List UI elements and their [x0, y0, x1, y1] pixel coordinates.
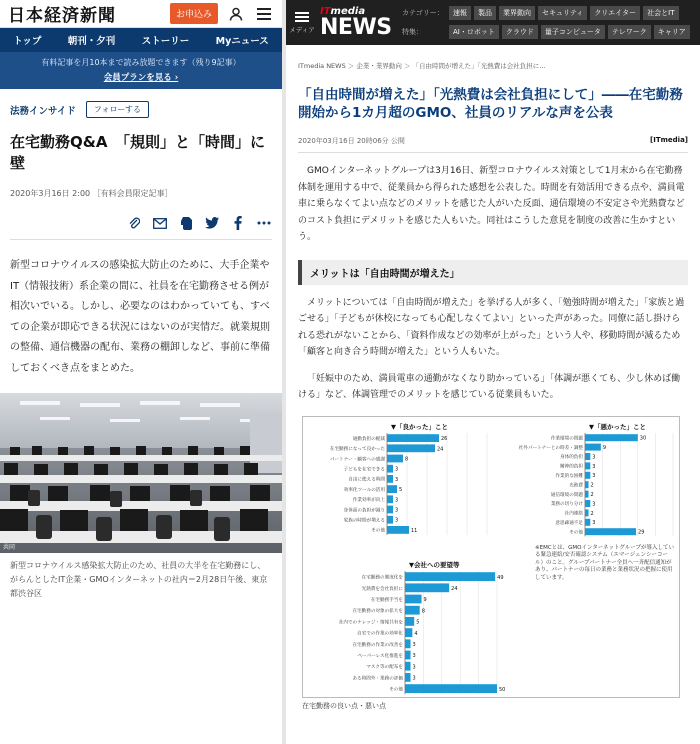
bar: [585, 443, 601, 450]
bar-label: 家族の時間が増える: [343, 518, 385, 524]
clip-icon[interactable]: [126, 215, 142, 231]
bar: [585, 453, 590, 460]
bar-label: 自由に使える時間: [348, 477, 385, 483]
nav-story[interactable]: ストーリー: [141, 36, 190, 47]
chart-title: ▼「良かった」こと: [391, 422, 448, 431]
bar-value: 8: [421, 607, 425, 614]
bar-label: 社内連絡: [564, 511, 583, 517]
section-heading: メリットは「自由時間が増えた」: [298, 260, 688, 285]
bar-value: 3: [592, 500, 596, 507]
bar-label: パートナー・顧客への感謝: [329, 456, 385, 462]
itmedia-panel: [286, 0, 700, 744]
bar-label: 在宅勤務の対象の拡大を: [352, 608, 403, 614]
itmedia-logo[interactable]: [318, 0, 402, 45]
bar-label: 身体面の負担が減り: [343, 507, 385, 513]
paragraph-3: 「妊娠中のため、満員電車の通勤がなくなり助かっている」「体調が悪くても、少し休めば働ける」など、体調管理でのメリットを感じている従業員もいた。: [298, 373, 681, 400]
feature-career[interactable]: キャリア: [654, 25, 690, 39]
more-icon[interactable]: [256, 215, 272, 231]
bar-label: 社内でのナレッジ・情報共有を: [338, 619, 403, 625]
category-industry[interactable]: 業界動向: [499, 6, 535, 20]
breadcrumb[interactable]: ITmedia NEWS ＞ 企業・業界動向 ＞ 「自由時間が増えた」「光熱費は会社負担に…: [298, 62, 546, 70]
bar-label: 子どもを在宅できる: [343, 467, 385, 473]
nikkei-panel: [0, 0, 282, 744]
logo-media: media: [330, 5, 366, 17]
bar-label: 在宅勤務になって良かった: [329, 446, 385, 452]
bar: [387, 475, 393, 483]
logo-it: IT: [320, 5, 331, 17]
bar-value: 9: [423, 596, 427, 603]
bar: [405, 639, 411, 648]
bar: [405, 684, 497, 693]
follow-button[interactable]: フォローする: [86, 101, 149, 118]
bar-label: 在宅勤務の制度化を: [361, 575, 403, 581]
bar-value: 3: [592, 519, 596, 526]
bar: [387, 485, 397, 493]
bar: [387, 464, 393, 472]
bar-value: 2: [590, 482, 594, 489]
paragraph-2: メリットについては「自由時間が増えた」を挙げる人が多く、「勉強時間が増えた」「家族と過ごせる」「子どもが休校になっても心配しなくてよい」といった声があった。同僚に話し掛けられる恐れがないことから、「資料作成などの効率が上がった」という人や、移動時間が減るため「顧客と向き合う時間が増えた」という人もいた。: [298, 297, 685, 357]
evernote-icon[interactable]: [178, 215, 194, 231]
itmedia-header: [286, 0, 700, 45]
bar-value: 5: [416, 619, 420, 626]
bar: [405, 650, 411, 659]
hamburger-icon: [295, 12, 309, 22]
bar-label: 作業効率が向上: [352, 497, 385, 503]
bar: [585, 462, 590, 469]
bar-value: 5: [399, 486, 403, 493]
survey-figure[interactable]: [302, 416, 680, 698]
article-meta: [298, 136, 688, 153]
bar-value: 11: [411, 527, 418, 534]
bar-value: 3: [395, 507, 399, 514]
figure-note: ※EMCとは、GMOインターネットグループが導入している緊急連絡/安否確認システム（エマージェンシーコール）のこと。グループパートナー全員へ一斉配信通知があり、パートナーの毎日の業務と業務状況の把握に使用しています。: [535, 544, 674, 581]
bar-value: 3: [395, 466, 399, 473]
feature-label: 特集：: [402, 28, 423, 36]
user-icon[interactable]: [226, 4, 246, 24]
nikkei-nav: [0, 28, 282, 52]
bar: [387, 526, 409, 534]
bar-value: 9: [602, 444, 607, 451]
facebook-icon[interactable]: [230, 215, 246, 231]
bar-value: 3: [395, 517, 399, 524]
bar-label: 自宅での作業の効率化: [357, 631, 403, 637]
bar-label: 在宅勤務の作業の改善を: [352, 642, 403, 648]
bar: [405, 594, 422, 603]
bar-value: 29: [638, 529, 645, 536]
bar-value: 3: [412, 663, 416, 670]
bar-value: 3: [412, 652, 416, 659]
paragraph-1: GMOインターネットグループは3月16日、新型コロナウイルス対策として1月末から在宅勤務体制を運用する中で、従業員から得られた感想を公表した。時間を有効活用できる点や、満員電車に乗らなくてよい点などのメリットを感じた人がいた反面、通信環境の不安定さや光熱費などのコスト負担にデメリットを感じた人もいた。同社はこうした意見を制度の改善に生かすという。: [298, 166, 685, 242]
chart-title: ▼会社への要望等: [409, 560, 460, 569]
bar-value: 2: [590, 510, 594, 517]
bar-value: 24: [437, 445, 444, 452]
bar-value: 3: [412, 675, 416, 682]
article-title-itmedia: 「自由時間が増えた」「光熱費は会社負担にして」――在宅勤務開始から1カ月超のGMO、社員のリアルな声を公表: [298, 87, 683, 121]
nav-top[interactable]: トップ: [13, 36, 42, 47]
article-tag[interactable]: 法務インサイド: [10, 105, 76, 117]
bar: [405, 628, 412, 637]
bar: [585, 509, 589, 516]
bar-label: ペーパーレス化推進を: [357, 653, 403, 659]
bar-label: 通勤負担の軽減: [352, 436, 385, 442]
office-photo: [0, 393, 282, 553]
bar: [405, 661, 411, 670]
figure-caption: 在宅勤務の良い点・悪い点: [302, 701, 386, 710]
nav-paper[interactable]: 朝刊・夕刊: [67, 36, 116, 47]
category-society[interactable]: 社会とIT: [643, 6, 678, 20]
member-banner: [0, 52, 282, 89]
category-breaking[interactable]: 速報: [449, 6, 471, 20]
bar-label: 社外パートナーとの時差・調整: [518, 445, 583, 451]
bar-label: その他: [569, 529, 583, 535]
nikkei-logo[interactable]: 日本経済新聞: [8, 6, 116, 26]
bar: [387, 434, 439, 442]
category-creator[interactable]: クリエイター: [590, 6, 640, 20]
apply-button[interactable]: お申込み: [170, 3, 218, 24]
bar-value: 4: [414, 630, 418, 637]
bar-value: 2: [590, 491, 594, 498]
feature-cloud[interactable]: クラウド: [502, 25, 538, 39]
bar-value: 50: [499, 686, 506, 693]
bar: [405, 617, 414, 626]
bar: [387, 454, 403, 462]
photo-credit: 共同: [3, 544, 16, 551]
bar-label: その他: [389, 687, 403, 693]
office-photo-illustration: [0, 393, 282, 553]
bar: [585, 500, 590, 507]
mail-icon[interactable]: [152, 215, 168, 231]
chart-title: ▼「悪かった」こと: [589, 422, 646, 431]
article-date: 2020年3月16日 2:00 ［有料会員限定記事］: [10, 189, 173, 198]
article-body: 新型コロナウイルスの感染拡大防止のために、大手企業やIT（情報技術）系企業の間に、社員を在宅勤務させる例が相次いでいる。しかし、必要なのはわかっていても、すべての企業が即応できる状況にはないのが実情だ。就業規則の整備、通信機器の配布、業務の棚卸しなど、事前に準備しておくべき点をまとめた。: [10, 260, 270, 374]
bar: [585, 528, 636, 535]
bar-label: 光熱費を会社負担に: [361, 586, 403, 592]
bar-value: 30: [639, 435, 647, 442]
category-products[interactable]: 製品: [474, 6, 496, 20]
bar-label: 身体的負担: [560, 454, 583, 460]
bar: [387, 495, 393, 503]
category-label: カテゴリー：: [402, 9, 444, 17]
bar: [387, 515, 393, 523]
feature-quantum[interactable]: 量子コンピュータ: [541, 25, 605, 39]
bar: [405, 572, 495, 581]
bar-value: 3: [395, 496, 399, 503]
twitter-icon[interactable]: [204, 215, 220, 231]
nikkei-header: [0, 0, 282, 28]
bar-value: 3: [592, 472, 596, 479]
bar-label: ある時間外・業務の評価: [352, 675, 403, 681]
category-security[interactable]: セキュリティ: [538, 6, 587, 20]
member-plan-link[interactable]: 会員プランを見る ›: [103, 73, 179, 83]
bar-value: 49: [497, 574, 504, 581]
bar-label: 業務の切り分け: [550, 501, 583, 507]
bar-label: 光熱費: [569, 482, 583, 488]
menu-icon[interactable]: [254, 4, 274, 24]
bar: [585, 490, 589, 497]
bar-value: 3: [412, 641, 416, 648]
bar-label: 在宅勤務手当を: [370, 597, 403, 603]
bar-label: 作業的な困難: [555, 473, 583, 479]
bar: [405, 583, 449, 592]
category-nav: [402, 0, 700, 45]
bar-label: 意思疎通不足: [555, 520, 583, 526]
banner-text: 有料記事を月10本まで読み放題できます（残り9記事）: [41, 58, 241, 67]
photo-caption: 新型コロナウイルス感染拡大防止のため、社員の大半を在宅勤務にし、がらんとしたIT企業・GMOインターネットの社内＝2月28日午後、東京都渋谷区: [10, 561, 268, 598]
bar-value: 26: [441, 435, 448, 442]
bar-label: マスク等の配布を: [366, 664, 403, 670]
bar: [585, 518, 590, 525]
share-bar: [10, 215, 272, 240]
media-menu-label: メディア: [289, 25, 315, 34]
bar-value: 3: [592, 453, 596, 460]
source-label: [ITmedia]: [650, 136, 688, 144]
bar: [585, 481, 589, 488]
bar-value: 8: [405, 456, 409, 463]
media-menu-button[interactable]: [286, 0, 318, 45]
bar: [585, 471, 590, 478]
bar: [387, 444, 435, 452]
bar-label: 精神的負担: [560, 464, 583, 470]
bar-value: 3: [592, 463, 596, 470]
feature-ai[interactable]: AI・ロボット: [449, 25, 499, 39]
bar-label: その他: [371, 528, 385, 534]
bar: [405, 605, 420, 614]
bar: [405, 673, 411, 682]
bar-value: 24: [451, 585, 458, 592]
bar-label: 通信環境の問題: [550, 492, 583, 498]
bar-value: 3: [395, 476, 399, 483]
bar: [585, 434, 638, 441]
nav-mynews[interactable]: Myニュース: [215, 36, 269, 47]
logo-news: NEWS: [320, 14, 392, 40]
feature-telework[interactable]: テレワーク: [608, 25, 651, 39]
publish-date: 2020年03月16日 20時06分 公開: [298, 137, 405, 145]
bar: [387, 505, 393, 513]
bar-label: 効率化ツールの活用: [343, 487, 385, 493]
article-title: 在宅勤務Q&A 「規則」と「時間」に壁: [10, 133, 265, 172]
bar-label: 作業環境の問題: [550, 435, 583, 441]
